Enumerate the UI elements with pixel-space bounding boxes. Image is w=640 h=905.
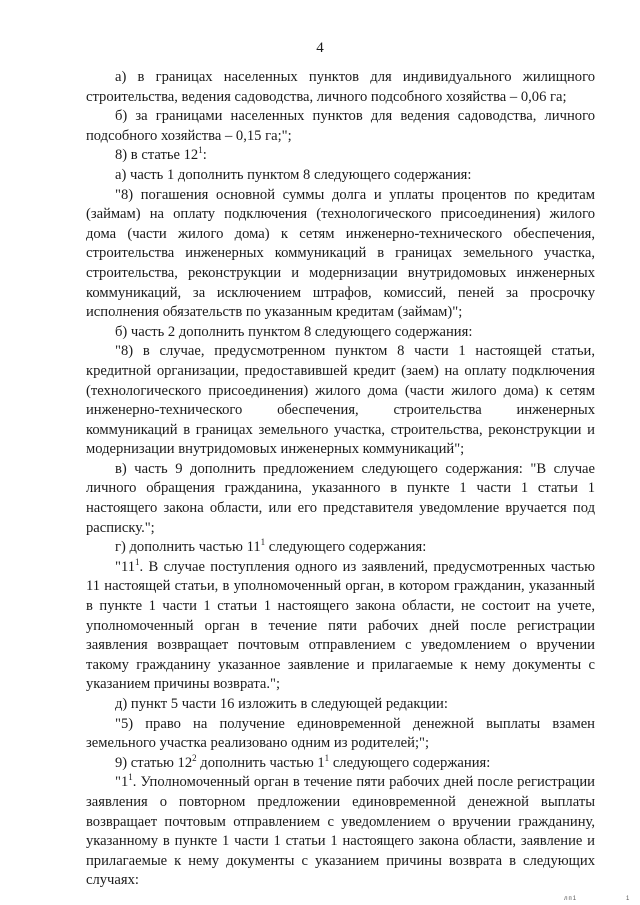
paragraph-a-part-1: а) часть 1 дополнить пунктом 8 следующего содержания: [115,166,472,183]
paragraph-g-part-11-1: г) дополнить частью $11^1$ следующего содержания: [115,537,427,556]
paragraph-1-1-text: "$1^1$. Уполномоченный орган в течение пяти рабочих дней после регистрации заявления о повторном предложении единовременной денежной выплаты возвращает почтовым отправлением с уведомлением о вручении гражданину, указанному в пункте 1 части 1 статьи 1 настоящего закона области, заявление и прилагаемые к нему документы с указанием причины возврата в следующих случаях: [86,772,595,889]
paragraph-b-outside-settlements: б) за границами населенных пунктов для ведения садоводства, личного подсобного хозяйства – 0,15 га;"; [86,108,595,144]
paragraph-v-part-9: в) часть 9 дополнить предложением следующего содержания: "В случае личного обращения гражданина, указанного в пункте 1 части 1 статьи 1 настоящего закона области, или его представителя уведомление вручается под расписку."; [86,460,595,536]
paragraph-item-9-article-12-2: 9) статью $12^2$ дополнить частью $1^1$ следующего содержания: [115,752,491,771]
paragraph-a-settlements: а) в границах населенных пунктов для индивидуального жилищного строительства, ведения садоводства, личного подсобного хозяйства – 0,06 га; [86,69,595,105]
footer-code: лп1 [564,896,578,902]
paragraph-point-8-repayment: "8) погашения основной суммы долга и уплаты процентов по кредитам (займам) на оплату подключения (технологического присоединения) жилого дома (части жилого дома) к сетям инженерно-технического обеспечения, строительства инженерных коммуникаций в границах земельного участка, строительства, реконструкции и модернизации внутридомовых инженерных коммуникаций, за исключением штрафов, комиссий, пеней за просрочку исполнения обязательств по указанным кредитам (займам)"; [86,186,595,321]
paragraph-d-point-5-part-16: д) пункт 5 части 16 изложить в следующей редакции: [115,696,448,712]
document-body [86,68,595,891]
footer-mark: 1 [626,896,630,902]
paragraph-11-1-text: "$11^1$. В случае поступления одного из заявлений, предусмотренных частью 11 настоящей статьи, в уполномоченный орган, в котором гражданин, указанный в пункте 1 части 1 статьи 1 настоящего закона области, не состоит на учете, уполномоченный орган в течение пяти рабочих дней после регистрации заявления возвращает почтовым отправлением с уведомлением о вручении такому гражданину указанное заявление и прилагаемые к нему документы с указанием причины возврата."; [86,556,595,693]
paragraph-b-part-2: б) часть 2 дополнить пунктом 8 следующего содержания: [115,323,473,340]
page-number: 4 [316,40,324,56]
paragraph-item-8-article-12-1: 8) в статье $12^1$: [115,145,207,164]
paragraph-point-8-credit-organization: "8) в случае, предусмотренном пунктом 8 части 1 настоящей статьи, кредитной организации, предоставившей кредит (заем) на оплату подключения (технологического присоединения) жилого дома (части жилого дома) к сетям инженерно-технического обеспечения, строительства инженерных коммуникаций в границах земельного участка, строительства, реконструкции и модернизации внутридомовых инженерных коммуникаций"; [86,343,595,458]
paragraph-point-5-text: "5) право на получение единовременной денежной выплаты взамен земельного участка реализовано одним из родителей;"; [86,715,595,752]
